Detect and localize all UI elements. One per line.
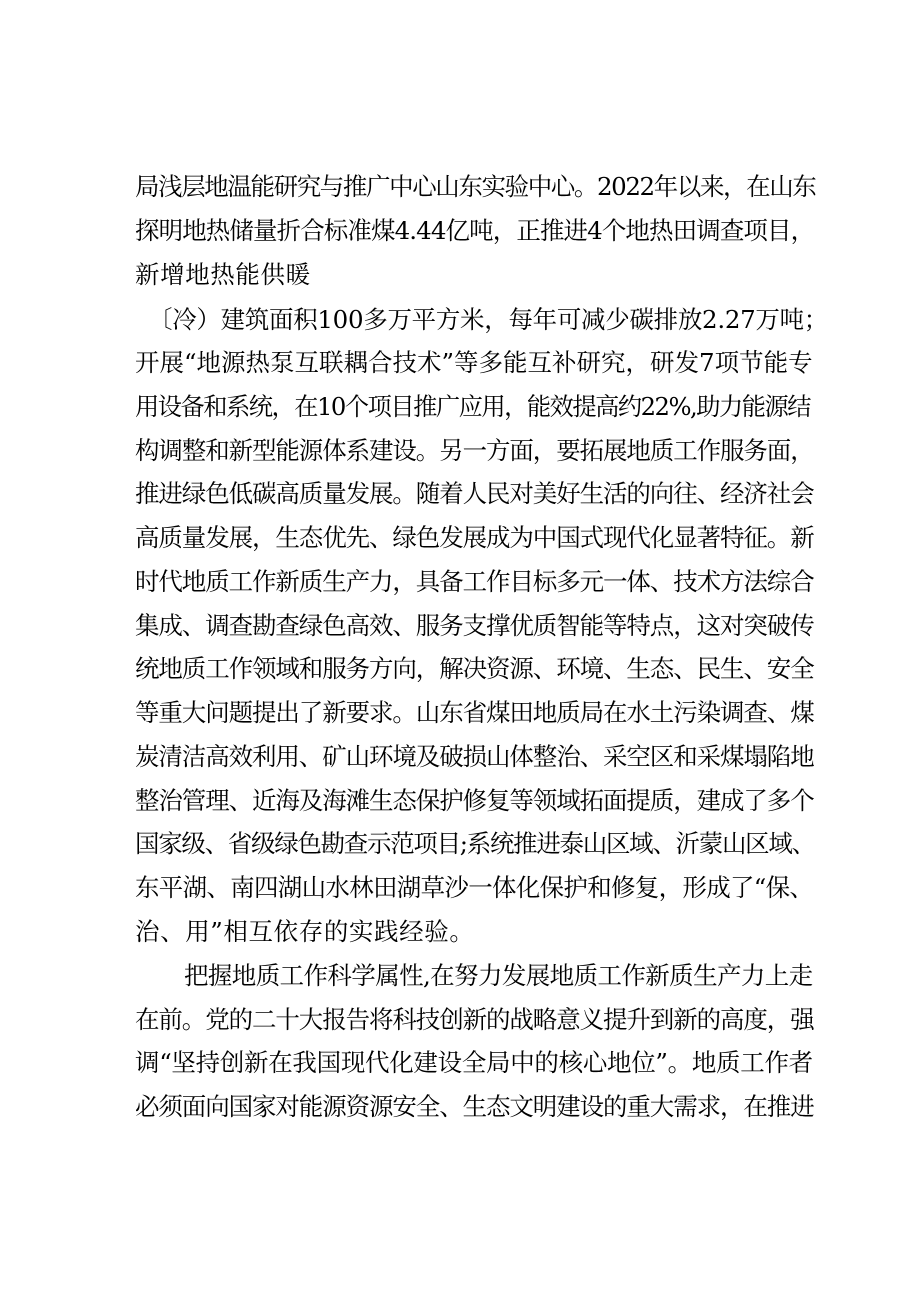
text-line: 炭清洁高效利用、矿山环境及破损山体整治、采空区和采煤塌陷地 <box>135 742 814 771</box>
text-line: 时代地质工作新质生产力，具备工作目标多元一体、技术方法综合 <box>135 567 814 596</box>
text-line: 把握地质工作科学属性,在努力发展地质工作新质生产力上走 <box>184 961 813 990</box>
text-line: 〔冷）建筑面积100多万平方米，每年可减少碳排放2.27万吨； <box>148 305 829 334</box>
text-line: 调“坚持创新在我国现代化建设全局中的核心地位”。地质工作者 <box>135 1048 813 1077</box>
text-line: 推进绿色低碳高质量发展。随着人民对美好生活的向往、经济社会 <box>135 479 814 508</box>
text-line: 治、用”相互依存的实践经验。 <box>135 917 475 946</box>
text-line: 探明地热储量折合标准煤4.44亿吨，正推进4个地热田调查项目， <box>135 216 815 245</box>
text-line: 东平湖、南四湖山水林田湖草沙一体化保护和修复，形成了“保、 <box>135 873 814 902</box>
text-line: 国家级、省级绿色勘查示范项目;系统推进泰山区域、沂蒙山区域、 <box>135 829 815 858</box>
text-line: 用设备和系统，在10个项目推广应用，能效提高约22%,助力能源结 <box>135 392 810 421</box>
text-line: 统地质工作领域和服务方向，解决资源、环境、生态、民生、安全 <box>135 654 814 683</box>
text-line: 整治管理、近海及海滩生态保护修复等领域拓面提质，建成了多个 <box>135 786 814 815</box>
text-line: 局浅层地温能研究与推广中心山东实验中心。2022年以来，在山东 <box>135 172 816 201</box>
text-line: 必须面向国家对能源资源安全、生态文明建设的重大需求，在推进 <box>135 1092 814 1121</box>
text-line: 等重大问题提出了新要求。山东省煤田地质局在水土污染调查、煤 <box>135 698 814 727</box>
text-line: 构调整和新型能源体系建设。另一方面，要拓展地质工作服务面， <box>135 436 814 465</box>
text-line: 集成、调查勘查绿色高效、服务支撑优质智能等特点，这对突破传 <box>135 611 814 640</box>
text-line: 高质量发展，生态优先、绿色发展成为中国式现代化显著特征。新 <box>135 523 814 552</box>
text-line: 在前。党的二十大报告将科技创新的战略意义提升到新的高度，强 <box>135 1005 814 1034</box>
text-line: 开展“地源热泵互联耦合技术”等多能互补研究，研发7项节能专 <box>135 348 813 377</box>
text-line: 新增地热能供暖 <box>135 260 311 289</box>
